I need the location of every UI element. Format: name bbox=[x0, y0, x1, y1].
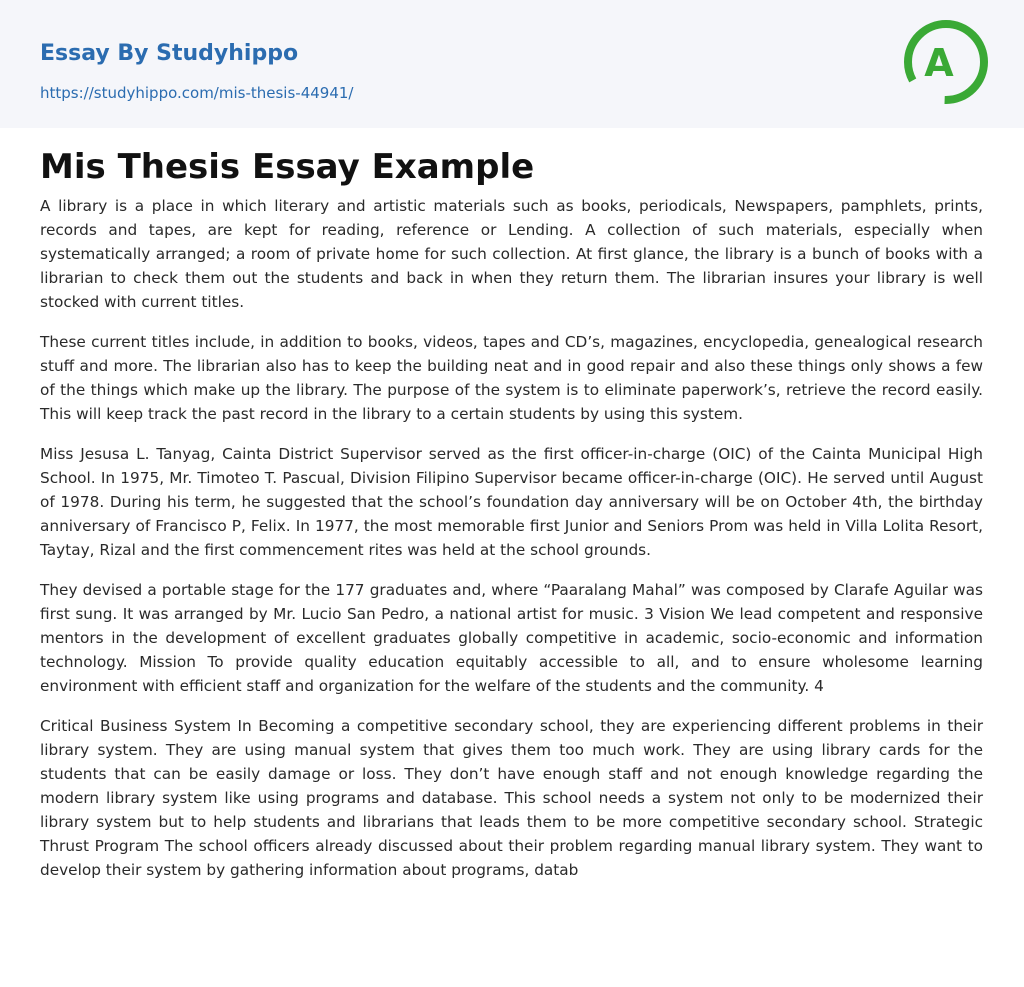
site-name[interactable]: Essay By Studyhippo bbox=[40, 41, 299, 66]
article-url-link[interactable]: https://studyhippo.com/mis-thesis-44941/ bbox=[40, 84, 354, 102]
logo-letter: A bbox=[924, 41, 954, 85]
paragraph-4: They devised a portable stage for the 177 graduates and, where “Paaralang Mahal” was composed by Clarafe Aguilar was first sung. It was arranged by Mr. Lucio San Pedro, a national artist for music. 3 Vision We lead competent and responsive mentors in the development of excellent graduates globally competitive in academic, socio-economic and information technology. Mission To provide quality education equitably accessible to all, and to ensure wholesome learning environment with efficient staff and organization for the welfare of the students and the community. 4 bbox=[40, 581, 983, 695]
studyhippo-logo-icon[interactable] bbox=[900, 16, 992, 108]
page-title: Mis Thesis Essay Example bbox=[40, 147, 535, 187]
paragraph-2: These current titles include, in addition to books, videos, tapes and CD’s, magazines, encyclopedia, genealogical research stuff and more. The librarian also has to keep the building neat and in good repair and also these things only shows a few of the things which make up the library. The purpose of the system is to eliminate paperwork’s, retrieve the record easily. This will keep track the past record in the library to a certain students by using this system. bbox=[40, 333, 983, 423]
paragraph-3: Miss Jesusa L. Tanyag, Cainta District Supervisor served as the first officer-in-charge (OIC) of the Cainta Municipal High School. In 1975, Mr. Timoteo T. Pascual, Division Filipino Supervisor became officer-in-charge (OIC). He served until August of 1978. During his term, he suggested that the school’s foundation day anniversary will be on October 4th, the birthday anniversary of Francisco P, Felix. In 1977, the most memorable first Junior and Seniors Prom was held in Villa Lolita Resort, Taytay, Rizal and the first commencement rites was held at the school grounds. bbox=[40, 445, 983, 559]
paragraph-5: Critical Business System In Becoming a competitive secondary school, they are experiencing different problems in their library system. They are using manual system that gives them too much work. They are using library cards for the students that can be easily damage or loss. They don’t have enough staff and not enough knowledge regarding the modern library system like using programs and database. This school needs a system not only to be modernized their library system but to help students and librarians that leads them to be more competitive secondary school. Strategic Thrust Program The school officers already discussed about their problem regarding manual library system. They want to develop their system by gathering information about programs, datab bbox=[40, 717, 983, 879]
paragraph-1: A library is a place in which literary and artistic materials such as books, periodicals, Newspapers, pamphlets, prints, records and tapes, are kept for reading, reference or Lending. A collection of such materials, especially when systematically arranged; a room of private home for such collection. At first glance, the library is a bunch of books with a librarian to check them out the students and back in when they return them. The librarian insures your library is well stocked with current titles. bbox=[40, 197, 983, 311]
article-body bbox=[40, 194, 983, 898]
site-header bbox=[0, 0, 1024, 128]
